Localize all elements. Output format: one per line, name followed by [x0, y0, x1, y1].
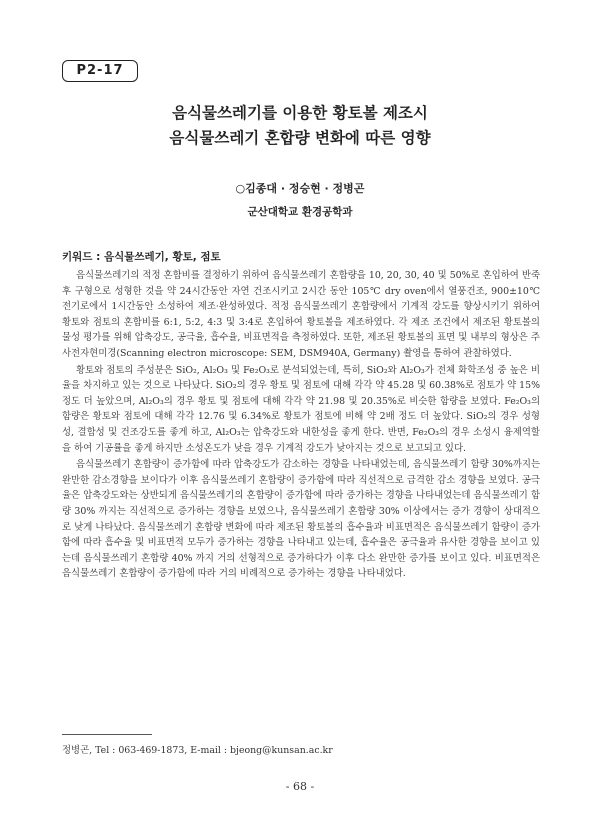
footnote-divider — [62, 734, 152, 735]
title-line-1: 음식물쓰레기를 이용한 황토볼 제조시 — [172, 104, 428, 122]
poster-id-badge: P2-17 — [62, 60, 138, 82]
affiliation: 군산대학교 환경공학과 — [247, 206, 353, 218]
paragraph-methods: 음식물쓰레기의 적정 혼합비를 결정하기 위하여 음식물쓰레기 혼합량을 10, 20, 30, 40 및 50%로 혼입하여 반죽 후 구형으로 성형한 것을 약 24시간동안 자연 건조시키고 2시간 동안 105℃ dry oven에서 열풍건조, 900±10℃ 전기로에서 1시간동안 소성하여 제조·완성하였다. 적정 음식물쓰레기 혼합량에서 기계적 강도를 향상시키기 위하여 황토와 점토의 혼합비를 6:1, 5:2, 4:3 및 3:4로 혼입하여 황토볼을 제조하였다. 각 제조 조건에서 제조된 황토볼의 물성 평가를 위해 압축강도, 공극율, 흡수율, 비표면적을 측정하였다. 또한, 제조된 황토볼의 표면 및 내부의 형상은 주사전자현미경(Scanning electron microscope: SEM, DSM940A, Germany) 촬영을 통하여 관찰하였다. — [62, 270, 540, 359]
footnote-contact: 정병곤, Tel : 063-469-1873, E-mail : bjeong@kunsan.ac.kr — [62, 745, 333, 756]
abstract-body — [62, 268, 540, 583]
title-line-2: 음식물쓰레기 혼합량 변화에 따른 영향 — [169, 129, 431, 147]
paragraph-results: 음식물쓰레기 혼합량이 증가함에 따라 압축강도가 감소하는 경향을 나타내었는데, 음식물쓰레기 함량 30%까지는 완만한 감소경향을 보이다가 이후 음식물쓰레기 혼합량이 증가함에 따라 직선적으로 급격한 감소 경향을 보였다. 공극율은 압축강도와는 상반되게 음식물쓰레기의 혼합량이 증가함에 따라 증가하는 경향을 나타내었는데 음식물쓰레기 함량 30% 까지는 직선적으로 증가하는 경향을 보였으나, 음식물쓰레기 혼합량 30% 이상에서는 증가 경향이 상대적으로 낮게 나타났다. 음식물쓰레기 혼합량 변화에 따라 제조된 황토볼의 흡수율과 비표면적은 음식물쓰레기 함량이 증가함에 따라 흡수율 및 비표면적 모두가 증가하는 경향을 나타내고 있는데, 흡수율은 공극율과 유사한 경향을 보이고 있는데 음식물쓰레기 혼합량 40% 까지 거의 선형적으로 증가하다가 이후 다소 완만한 증가를 보이고 있다. 비표면적은 음식물쓰레기 혼합량이 증가함에 따라 거의 비례적으로 증가하는 경향을 나타내었다. — [62, 459, 540, 580]
paragraph-composition: 황토와 점토의 주성분은 SiO₂, Al₂O₃ 및 Fe₂O₃로 분석되었는데, 특히, SiO₂와 Al₂O₃가 전체 화학조성 중 높은 비율을 차지하고 있는 것으로 나타났다. SiO₂의 경우 황토 및 점토에 대해 각각 약 45.28 및 60.38%로 점토가 약 15% 정도 더 높았으며, Al₂O₃의 경우 황토 및 점토에 대해 각각 약 21.98 및 20.35%로 비슷한 함량을 보였다. Fe₂O₃의 함량은 황토와 점토에 대해 각각 12.76 및 6.34%로 황토가 점토에 비해 약 2배 정도 더 높았다. SiO₂의 경우 성형성, 결합성 및 건조강도를 좋게 하고, Al₂O₃는 압축강도와 내한성을 좋게 한다. 반면, Fe₂O₃의 경우 소성시 융제역할을 하여 기공률을 좋게 하지만 소성온도가 낮을 경우 기계적 강도가 낮아지는 것으로 보고되고 있다. — [62, 364, 540, 454]
authors: ○김종대 · 정승현 · 정병곤 — [235, 182, 365, 195]
keywords: 키워드 : 음식물쓰레기, 황토, 점토 — [62, 251, 221, 263]
page-number: - 68 - — [285, 780, 315, 793]
